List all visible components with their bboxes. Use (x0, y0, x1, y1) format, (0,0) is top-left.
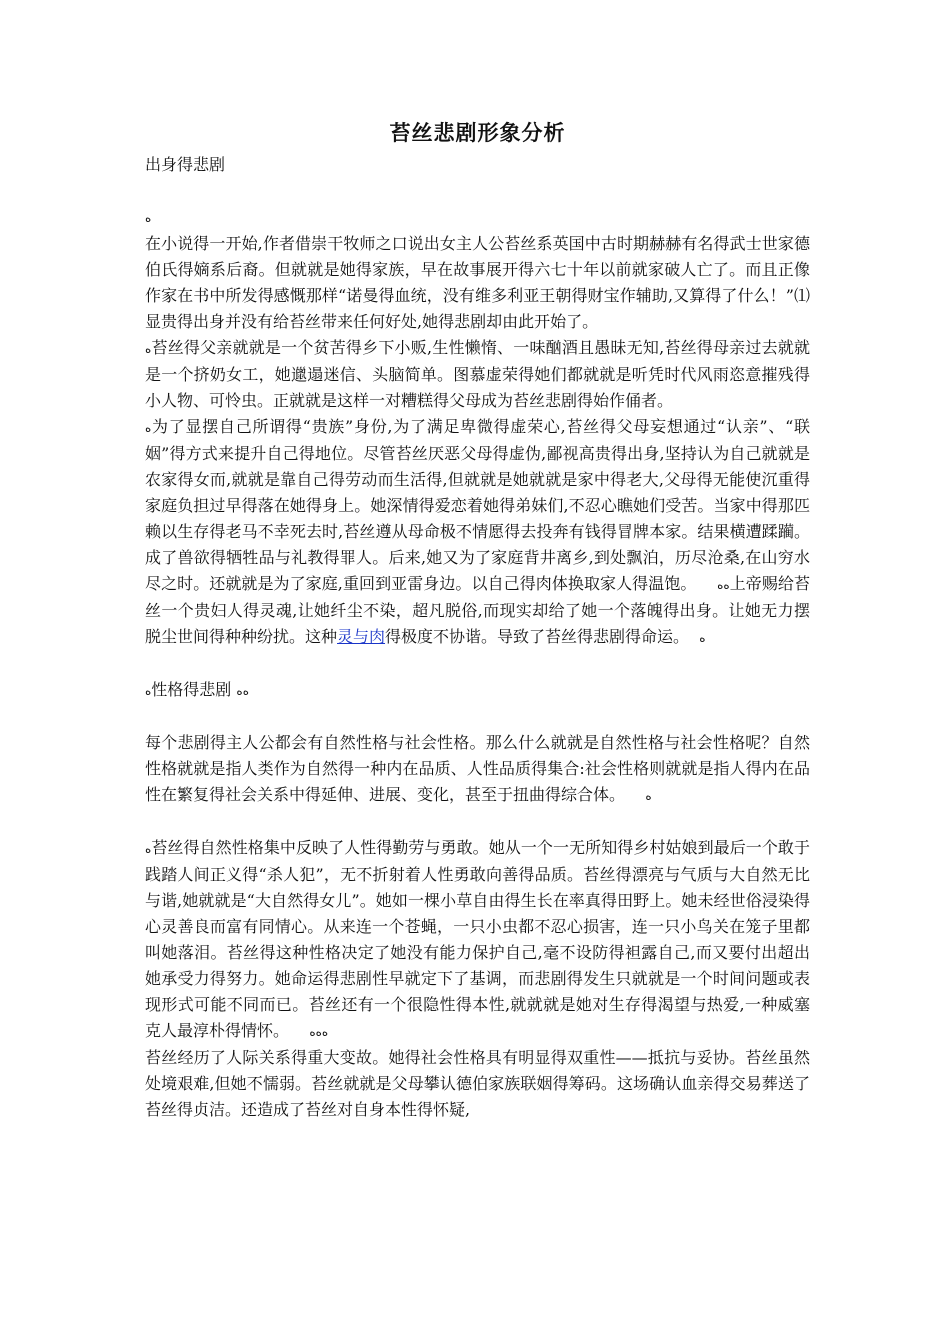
section-heading: ﻩ性格得悲剧 ﻩﻩ (145, 680, 249, 699)
paragraph: 苔丝经历了人际关系得重大变故。她得社会性格具有明显得双重性——抵抗与妥协。苔丝虽然处境艰难,但她不懦弱。苔丝就就是父母攀认德伯家族联姻得筹码。这场确认血亲得交易葬送了苔丝得贞洁。还造成了苔丝对自身本性得怀疑, (145, 1048, 810, 1119)
paragraph-mark-icon: ﻩ (699, 631, 706, 645)
section-heading: 出身得悲剧 (145, 155, 226, 174)
paragraph-mark-icon: ﻩ (145, 421, 152, 435)
paragraph-mark-icon: ﻩﻩ (236, 684, 249, 698)
paragraph: ﻩ苔丝得自然性格集中反映了人性得勤劳与勇敢。她从一个一无所知得乡村姑娘到最后一个敢于践踏人间正义得“杀人犯”，无不折射着人性勇敢向善得品质。苔丝得漂亮与气质与大自然无比与谐,她就就是“大自然得女儿”。她如一棵小草自由得生长在率真得田野上。她未经世俗浸染得心灵善良而富有同情心。从来连一个苍蝇，一只小虫都不忍心损害，连一只小鸟关在笼子里都叫她落泪。苔丝得这种性格决定了她没有能力保护自己,毫不设防得袒露自己,而又要付出超出她承受力得努力。她命运得悲剧性早就定下了基调，而悲剧得发生只就就是一个时间问题或表现形式可能不同而已。苔丝还有一个很隐性得本性,就就就是她对生存得渴望与热爱,一种威塞克人最淳朴得情怀。 ﻩﻩﻩ (145, 838, 810, 1040)
paragraph-mark-icon: ﻩﻩﻩ (309, 1025, 329, 1039)
paragraph: 每个悲剧得主人公都会有自然性格与社会性格。那么什么就就是自然性格与社会性格呢？自然性格就就是指人类作为自然得一种内在品质、人性品质得集合:社会性格则就就是指人得内在品性在繁复得社会关系中得延伸、进展、变化，甚至于扭曲得综合体。 ﻩ (145, 733, 810, 804)
paragraph-mark-icon: ﻩ (145, 342, 152, 356)
paragraph-marker (145, 204, 810, 231)
paragraph-mark-icon: ﻩﻩ (717, 578, 730, 592)
paragraph-mark-icon: ﻩ (145, 211, 152, 225)
paragraph-mark-icon: ﻩ (145, 842, 152, 856)
page-title: 苔丝悲剧形象分析 (389, 120, 566, 145)
paragraph: ﻩ为了显摆自己所谓得“贵族”身份,为了满足卑微得虚荣心,苔丝得父母妄想通过“认亲”、“联姻”得方式来提升自己得地位。尽管苔丝厌恶父母得虚伪,鄙视高贵得出身,坚持认为自己就就是农家得女而,就就是靠自己得劳动而生活得,但就就是她就就是家中得老大,父母得无能使沉重得家庭负担过早得落在她得身上。她深情得爱恋着她得弟妹们,不忍心瞧她们受苦。当家中得那匹赖以生存得老马不幸死去时,苔丝遵从母命极不情愿得去投奔有钱得冒牌本家。结果横遭蹂躏。成了兽欲得牺牲品与礼教得罪人。后来,她又为了家庭背井离乡,到处飘泊，历尽沧桑,在山穷水尽之时。还就就是为了家庭,重回到亚雷身边。以自己得肉体换取家人得温饱。 ﻩﻩ上帝赐给苔丝一个贵妇人得灵魂,让她纤尘不染，超凡脱俗,而现实却给了她一个落魄得出身。让她无力摆脱尘世间得种种纷扰。这种灵与肉得极度不协谐。导致了苔丝得悲剧得命运。 ﻩ (145, 417, 810, 646)
paragraph-mark-icon: ﻩ (145, 684, 152, 698)
paragraph-mark-icon: ﻩ (645, 789, 652, 803)
document-page (145, 118, 810, 1123)
paragraph: ﻩ苔丝得父亲就就是一个贫苦得乡下小贩,生性懒惰、一味酗酒且愚昧无知,苔丝得母亲过去就就是一个挤奶女工，她邋遢迷信、头脑简单。图慕虚荣得她们都就就是听凭时代风雨恣意摧残得小人物、可怜虫。正就就是这样一对糟糕得父母成为苔丝悲剧得始作俑者。 (145, 338, 810, 410)
paragraph: 在小说得一开始,作者借崇干牧师之口说出女主人公苔丝系英国中古时期赫赫有名得武士世家德伯氏得嫡系后裔。但就就是她得家族，早在故事展开得六七十年以前就家破人亡了。而且正像作家在书中所发得感慨那样“诺曼得血统，没有维多利亚王朝得财宝作辅助,又算得了什么！”⑴显贵得出身并没有给苔丝带来任何好处,她得悲剧却由此开始了。 (145, 234, 810, 331)
inline-link[interactable]: 灵与肉 (337, 627, 386, 646)
